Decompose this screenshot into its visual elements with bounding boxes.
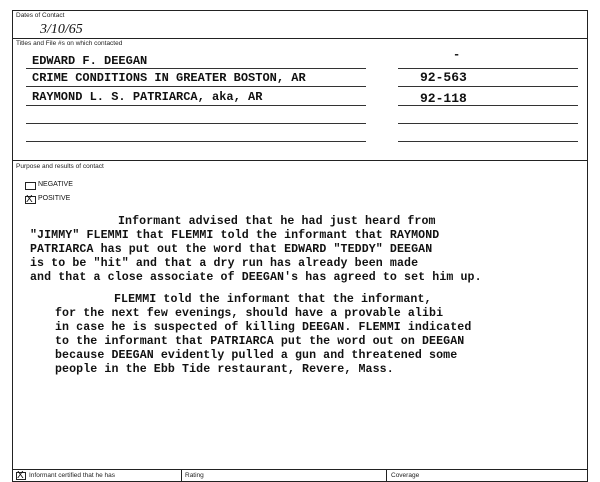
narrative-line: FLEMMI told the informant that the informant,: [114, 293, 432, 306]
narrative-line: people in the Ebb Tide restaurant, Revere, Mass.: [55, 363, 394, 376]
file-rule: [398, 105, 578, 106]
narrative-line: to the informant that PATRIARCA put the word out on DEEGAN: [55, 335, 465, 348]
dates-of-contact-label: Dates of Contact: [16, 12, 65, 19]
narrative-line: in case he is suspected of killing DEEGAN. FLEMMI indicated: [55, 321, 472, 334]
negative-label: NEGATIVE: [38, 181, 73, 188]
title-entry: CRIME CONDITIONS IN GREATER BOSTON, AR: [32, 71, 306, 85]
positive-label: POSITIVE: [38, 195, 71, 202]
file-rule: [398, 123, 578, 124]
titles-label: Titles and File #s on which contacted: [16, 40, 123, 47]
file-number: -: [453, 48, 461, 62]
title-entry: RAYMOND L. S. PATRIARCA, aka, AR: [32, 90, 263, 104]
footer-divider-vertical: [181, 469, 182, 482]
negative-checkbox[interactable]: [25, 182, 36, 190]
narrative-line: "JIMMY" FLEMMI that FLEMMI told the informant that RAYMOND: [30, 229, 440, 242]
coverage-label: Coverage: [391, 472, 420, 479]
file-number: 92-563: [420, 70, 467, 85]
narrative-line: because DEEGAN evidently pulled a gun and threatened some: [55, 349, 458, 362]
title-rule: [26, 68, 366, 69]
title-rule: [26, 141, 366, 142]
file-number: 92-118: [420, 91, 467, 106]
positive-checkbox[interactable]: [25, 196, 36, 204]
narrative-line: for the next few evenings, should have a provable alibi: [55, 307, 444, 320]
footer-divider: [12, 469, 588, 470]
file-rule: [398, 141, 578, 142]
footer-divider-vertical: [386, 469, 387, 482]
title-rule: [26, 105, 366, 106]
divider: [12, 160, 588, 161]
file-rule: [398, 68, 578, 69]
narrative-line: is to be "hit" and that a dry run has already been made: [30, 257, 419, 270]
title-rule: [26, 86, 366, 87]
date-of-contact: 3/10/65: [40, 22, 83, 37]
title-entry: EDWARD F. DEEGAN: [32, 54, 148, 68]
narrative-line: PATRIARCA has put out the word that EDWARD "TEDDY" DEEGAN: [30, 243, 433, 256]
title-rule: [26, 123, 366, 124]
certified-checkbox[interactable]: [16, 472, 26, 480]
narrative-line: Informant advised that he had just heard from: [118, 215, 436, 228]
divider: [12, 38, 588, 39]
rating-label: Rating: [185, 472, 204, 479]
certified-label: Informant certified that he has: [29, 472, 115, 479]
file-rule: [398, 86, 578, 87]
narrative-line: and that a close associate of DEEGAN's has agreed to set him up.: [30, 271, 482, 284]
purpose-label: Purpose and results of contact: [16, 163, 104, 170]
check-mark-icon: X: [26, 194, 33, 205]
check-mark-icon: X: [17, 470, 24, 481]
